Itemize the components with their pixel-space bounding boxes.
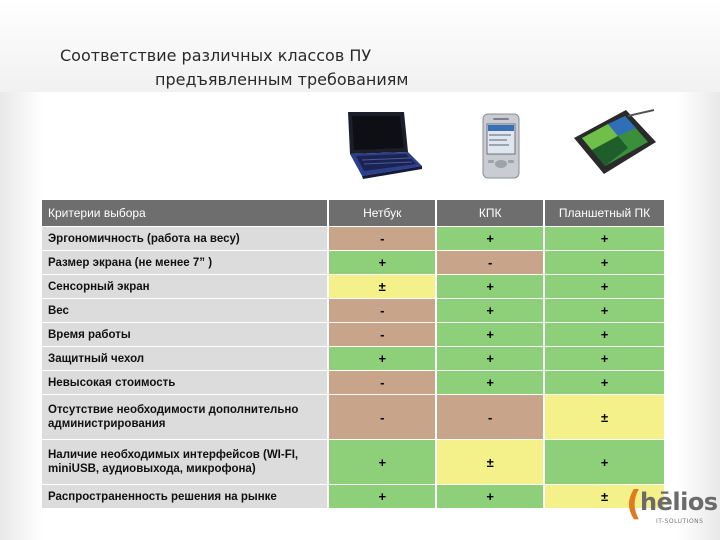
tablet-value: + xyxy=(545,275,664,298)
logo-paren: ( xyxy=(626,484,642,524)
criteria-table xyxy=(40,199,666,509)
row-label: Наличие необходимых интерфейсов (WI-FI, miniUSB, аудиовыхода, микрофона) xyxy=(42,440,327,484)
netbook-value: - xyxy=(329,299,435,322)
netbook-value: ± xyxy=(329,275,435,298)
table-row xyxy=(42,347,664,370)
pda-value: - xyxy=(437,251,543,274)
netbook-value: + xyxy=(329,440,435,484)
netbook-value: + xyxy=(329,485,435,508)
table-row xyxy=(42,371,664,394)
pda-value: + xyxy=(437,485,543,508)
table-row xyxy=(42,440,664,484)
tablet-value: ± xyxy=(545,395,664,439)
row-label: Вес xyxy=(42,299,327,322)
tablet-value: + xyxy=(545,299,664,322)
netbook-value: - xyxy=(329,323,435,346)
row-label: Защитный чехол xyxy=(42,347,327,370)
header-pda: КПК xyxy=(437,200,543,226)
tablet-value: + xyxy=(545,347,664,370)
logo-word: hēlios xyxy=(640,488,718,516)
helios-logo xyxy=(626,486,716,530)
tablet-value: + xyxy=(545,323,664,346)
table-row xyxy=(42,299,664,322)
header-netbook: Нетбук xyxy=(329,200,435,226)
table-row xyxy=(42,395,664,439)
netbook-value: - xyxy=(329,227,435,250)
row-label: Эргономичность (работа на весу) xyxy=(42,227,327,250)
row-label: Сенсорный экран xyxy=(42,275,327,298)
row-label: Невысокая стоимость xyxy=(42,371,327,394)
tablet-value: ± xyxy=(545,485,664,508)
pda-value: + xyxy=(437,347,543,370)
row-label: Время работы xyxy=(42,323,327,346)
netbook-value: + xyxy=(329,347,435,370)
tablet-value: + xyxy=(545,251,664,274)
header-criteria: Критерии выбора xyxy=(42,200,327,226)
table-row xyxy=(42,227,664,250)
row-label: Размер экрана (не менее 7” ) xyxy=(42,251,327,274)
pda-value: + xyxy=(437,299,543,322)
header-tablet: Планшетный ПК xyxy=(545,200,664,226)
table-row xyxy=(42,485,664,508)
logo-tagline: IT-SOLUTIONS xyxy=(656,518,704,525)
table-row xyxy=(42,323,664,346)
netbook-image xyxy=(332,108,424,180)
pda-value: + xyxy=(437,275,543,298)
tablet-value: + xyxy=(545,371,664,394)
table-row xyxy=(42,275,664,298)
slide-title-line1: Соответствие различных классов ПУ xyxy=(60,46,372,65)
tablet-value: + xyxy=(545,440,664,484)
pda-value: + xyxy=(437,323,543,346)
pda-value: - xyxy=(437,395,543,439)
row-label: Отсутствие необходимости дополнительно администрирования xyxy=(42,395,327,439)
table-header-row xyxy=(42,200,664,226)
netbook-value: - xyxy=(329,395,435,439)
tablet-pc-image xyxy=(568,108,660,178)
slide-title xyxy=(60,44,660,92)
table-row xyxy=(42,251,664,274)
pda-value: + xyxy=(437,371,543,394)
tablet-value: + xyxy=(545,227,664,250)
slide-title-line2: предъявленным требованиям xyxy=(155,70,409,89)
row-label: Распространенность решения на рынке xyxy=(42,485,327,508)
pda-value: + xyxy=(437,227,543,250)
pda-value: ± xyxy=(437,440,543,484)
netbook-value: + xyxy=(329,251,435,274)
netbook-value: - xyxy=(329,371,435,394)
pda-image xyxy=(475,112,527,180)
